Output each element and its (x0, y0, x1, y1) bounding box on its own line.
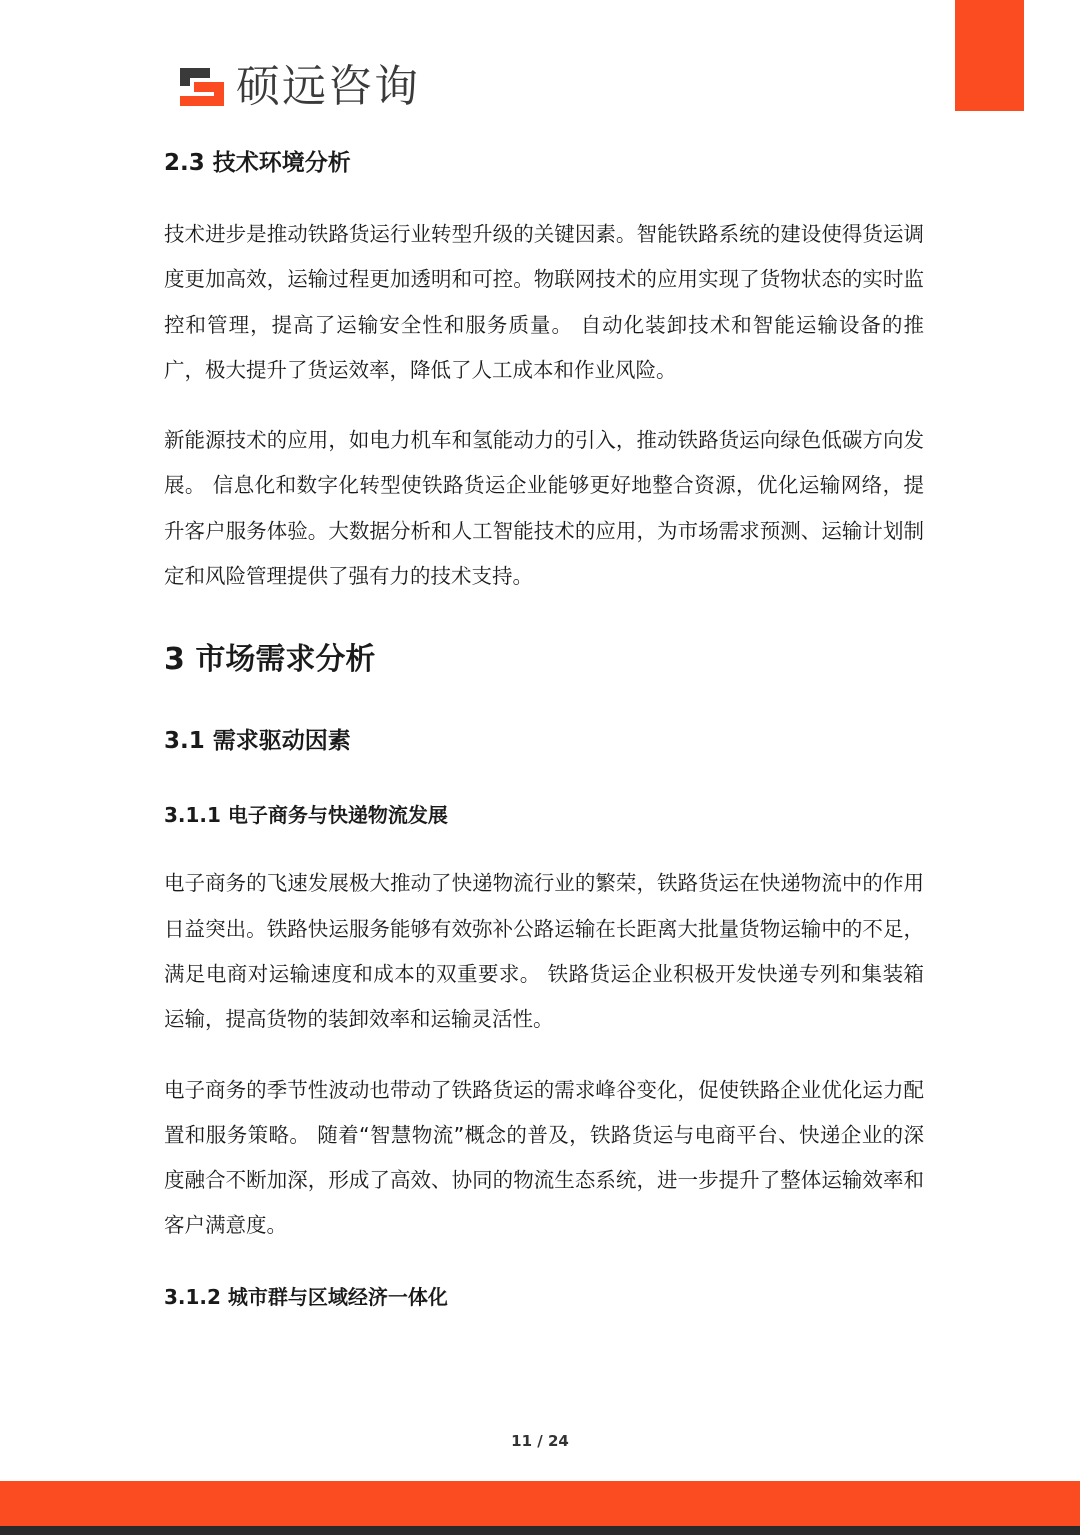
logo-text: 硕远咨询 (236, 61, 420, 112)
paragraph: 电子商务的飞速发展极大推动了快递物流行业的繁荣，铁路货运在快递物流中的作用日益突出。铁路快运服务能够有效弥补公路运输在长距离大批量货物运输中的不足，满足电商对运输速度和成本的双重要求。 铁路货运企业积极开发快递专列和集装箱运输，提高货物的装卸效率和运输灵活性。 (164, 871, 924, 1032)
paragraph: 新能源技术的应用，如电力机车和氢能动力的引入，推动铁路货运向绿色低碳方向发展。 信息化和数字化转型使铁路货运企业能够更好地整合资源，优化运输网络，提升客户服务体验。大数据分析和人工智能技术的应用，为市场需求预测、运输计划制定和风险管理提供了强有力的技术支持。 (164, 428, 924, 589)
footer-bar (0, 1481, 1080, 1526)
logo-mark-icon (176, 64, 228, 110)
page-number: 11 / 24 (511, 1432, 569, 1450)
paragraph: 电子商务的季节性波动也带动了铁路货运的需求峰谷变化，促使铁路企业优化运力配置和服务策略。 随着“智慧物流”概念的普及，铁路货运与电商平台、快递企业的深度融合不断加深，形成了高效、协同的物流生态系统，进一步提升了整体运输效率和客户满意度。 (164, 1077, 924, 1238)
footer-shade (0, 1526, 1080, 1535)
subsection-heading-3-1-1: 3.1.1 电子商务与快递物流发展 (164, 803, 448, 828)
subsection-heading-3-1-2: 3.1.2 城市群与区域经济一体化 (164, 1284, 448, 1309)
chapter-heading-3: 3 市场需求分析 (164, 642, 376, 678)
section-heading-2-3: 2.3 技术环境分析 (164, 150, 351, 176)
brand-logo (176, 62, 420, 112)
document-body (164, 140, 924, 1320)
corner-accent-tab (955, 0, 1024, 111)
paragraph: 技术进步是推动铁路货运行业转型升级的关键因素。智能铁路系统的建设使得货运调度更加高效，运输过程更加透明和可控。物联网技术的应用实现了货物状态的实时监控和管理，提高了运输安全性和服务质量。 自动化装卸技术和智能运输设备的推广，极大提升了货运效率，降低了人工成本和作业风险。 (164, 222, 924, 382)
section-heading-3-1: 3.1 需求驱动因素 (164, 728, 351, 755)
